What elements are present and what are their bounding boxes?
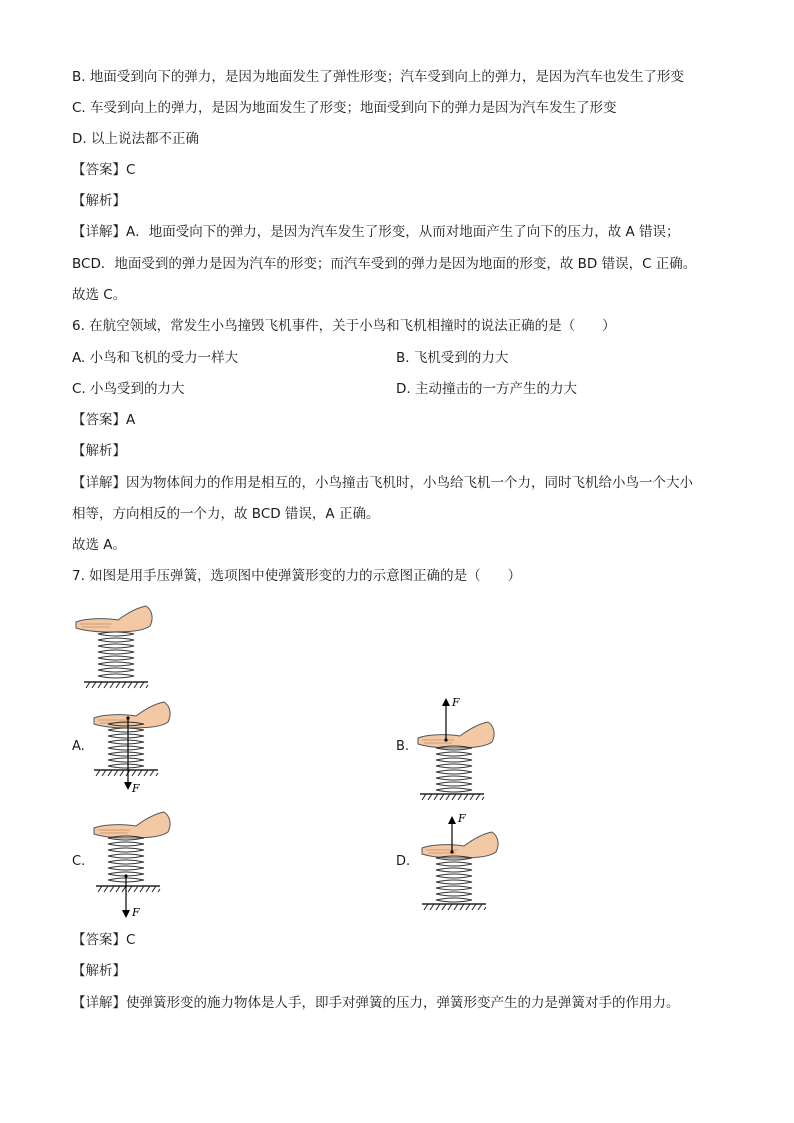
q5-analysis: 【解析】 (72, 193, 126, 209)
q5-option-b: B. 地面受到向下的弹力，是因为地面发生了弹性形变；汽车受到向上的弹力，是因为汽车也发生了形变 (72, 69, 684, 85)
q5-conclusion: 故选 C。 (72, 287, 127, 303)
figure-option-b (416, 694, 496, 800)
q7-label-a: A. (72, 739, 85, 754)
q6-detail-2: 相等，方向相反的一个力，故 BCD 错误，A 正确。 (72, 506, 380, 522)
force-label-c: F (132, 906, 140, 919)
q7-answer: 【答案】C (72, 932, 136, 948)
q6-option-c: C. 小鸟受到的力大 (72, 381, 185, 397)
q6-option-a: A. 小鸟和飞机的受力一样大 (72, 350, 239, 366)
q5-option-d: D. 以上说法都不正确 (72, 131, 199, 147)
q6-option-b: B. 飞机受到的力大 (396, 350, 509, 366)
force-label-b: F (452, 696, 460, 709)
force-label-a: F (132, 782, 140, 795)
figure-option-c (92, 810, 172, 922)
q7-analysis: 【解析】 (72, 963, 126, 979)
q7-label-b: B. (396, 739, 410, 754)
q5-answer: 【答案】C (72, 162, 136, 178)
q7-stem: 7. 如图是用手压弹簧，选项图中使弹簧形变的力的示意图正确的是（ ） (72, 568, 522, 584)
figure-hand-pressing-spring (72, 598, 158, 690)
q6-analysis: 【解析】 (72, 443, 126, 459)
q6-answer: 【答案】A (72, 412, 136, 428)
q7-label-d: D. (396, 854, 411, 869)
q6-option-d: D. 主动撞击的一方产生的力大 (396, 381, 577, 397)
q6-stem: 6. 在航空领域，常发生小鸟撞毁飞机事件，关于小鸟和飞机相撞时的说法正确的是（ ） (72, 318, 616, 334)
q5-option-c: C. 车受到向上的弹力，是因为地面发生了形变；地面受到向下的弹力是因为汽车发生了形变 (72, 100, 617, 116)
figure-option-a (92, 698, 172, 800)
q7-label-c: C. (72, 854, 86, 869)
figure-option-d (420, 808, 500, 914)
q5-detail-1: 【详解】A．地面受向下的弹力，是因为汽车发生了形变，从而对地面产生了向下的压力，故 A 错误； (72, 224, 680, 240)
force-label-d: F (458, 812, 466, 825)
q6-detail-1: 【详解】因为物体间力的作用是相互的，小鸟撞击飞机时，小鸟给飞机一个力，同时飞机给小鸟一个大小 (72, 475, 693, 491)
q6-conclusion: 故选 A。 (72, 537, 127, 553)
q7-detail-1: 【详解】使弹簧形变的施力物体是人手，即手对弹簧的压力，弹簧形变产生的力是弹簧对手的作用力。 (72, 995, 680, 1011)
q5-detail-2: BCD．地面受到的弹力是因为汽车的形变；而汽车受到的弹力是因为地面的形变，故 BD 错误，C 正确。 (72, 256, 697, 272)
